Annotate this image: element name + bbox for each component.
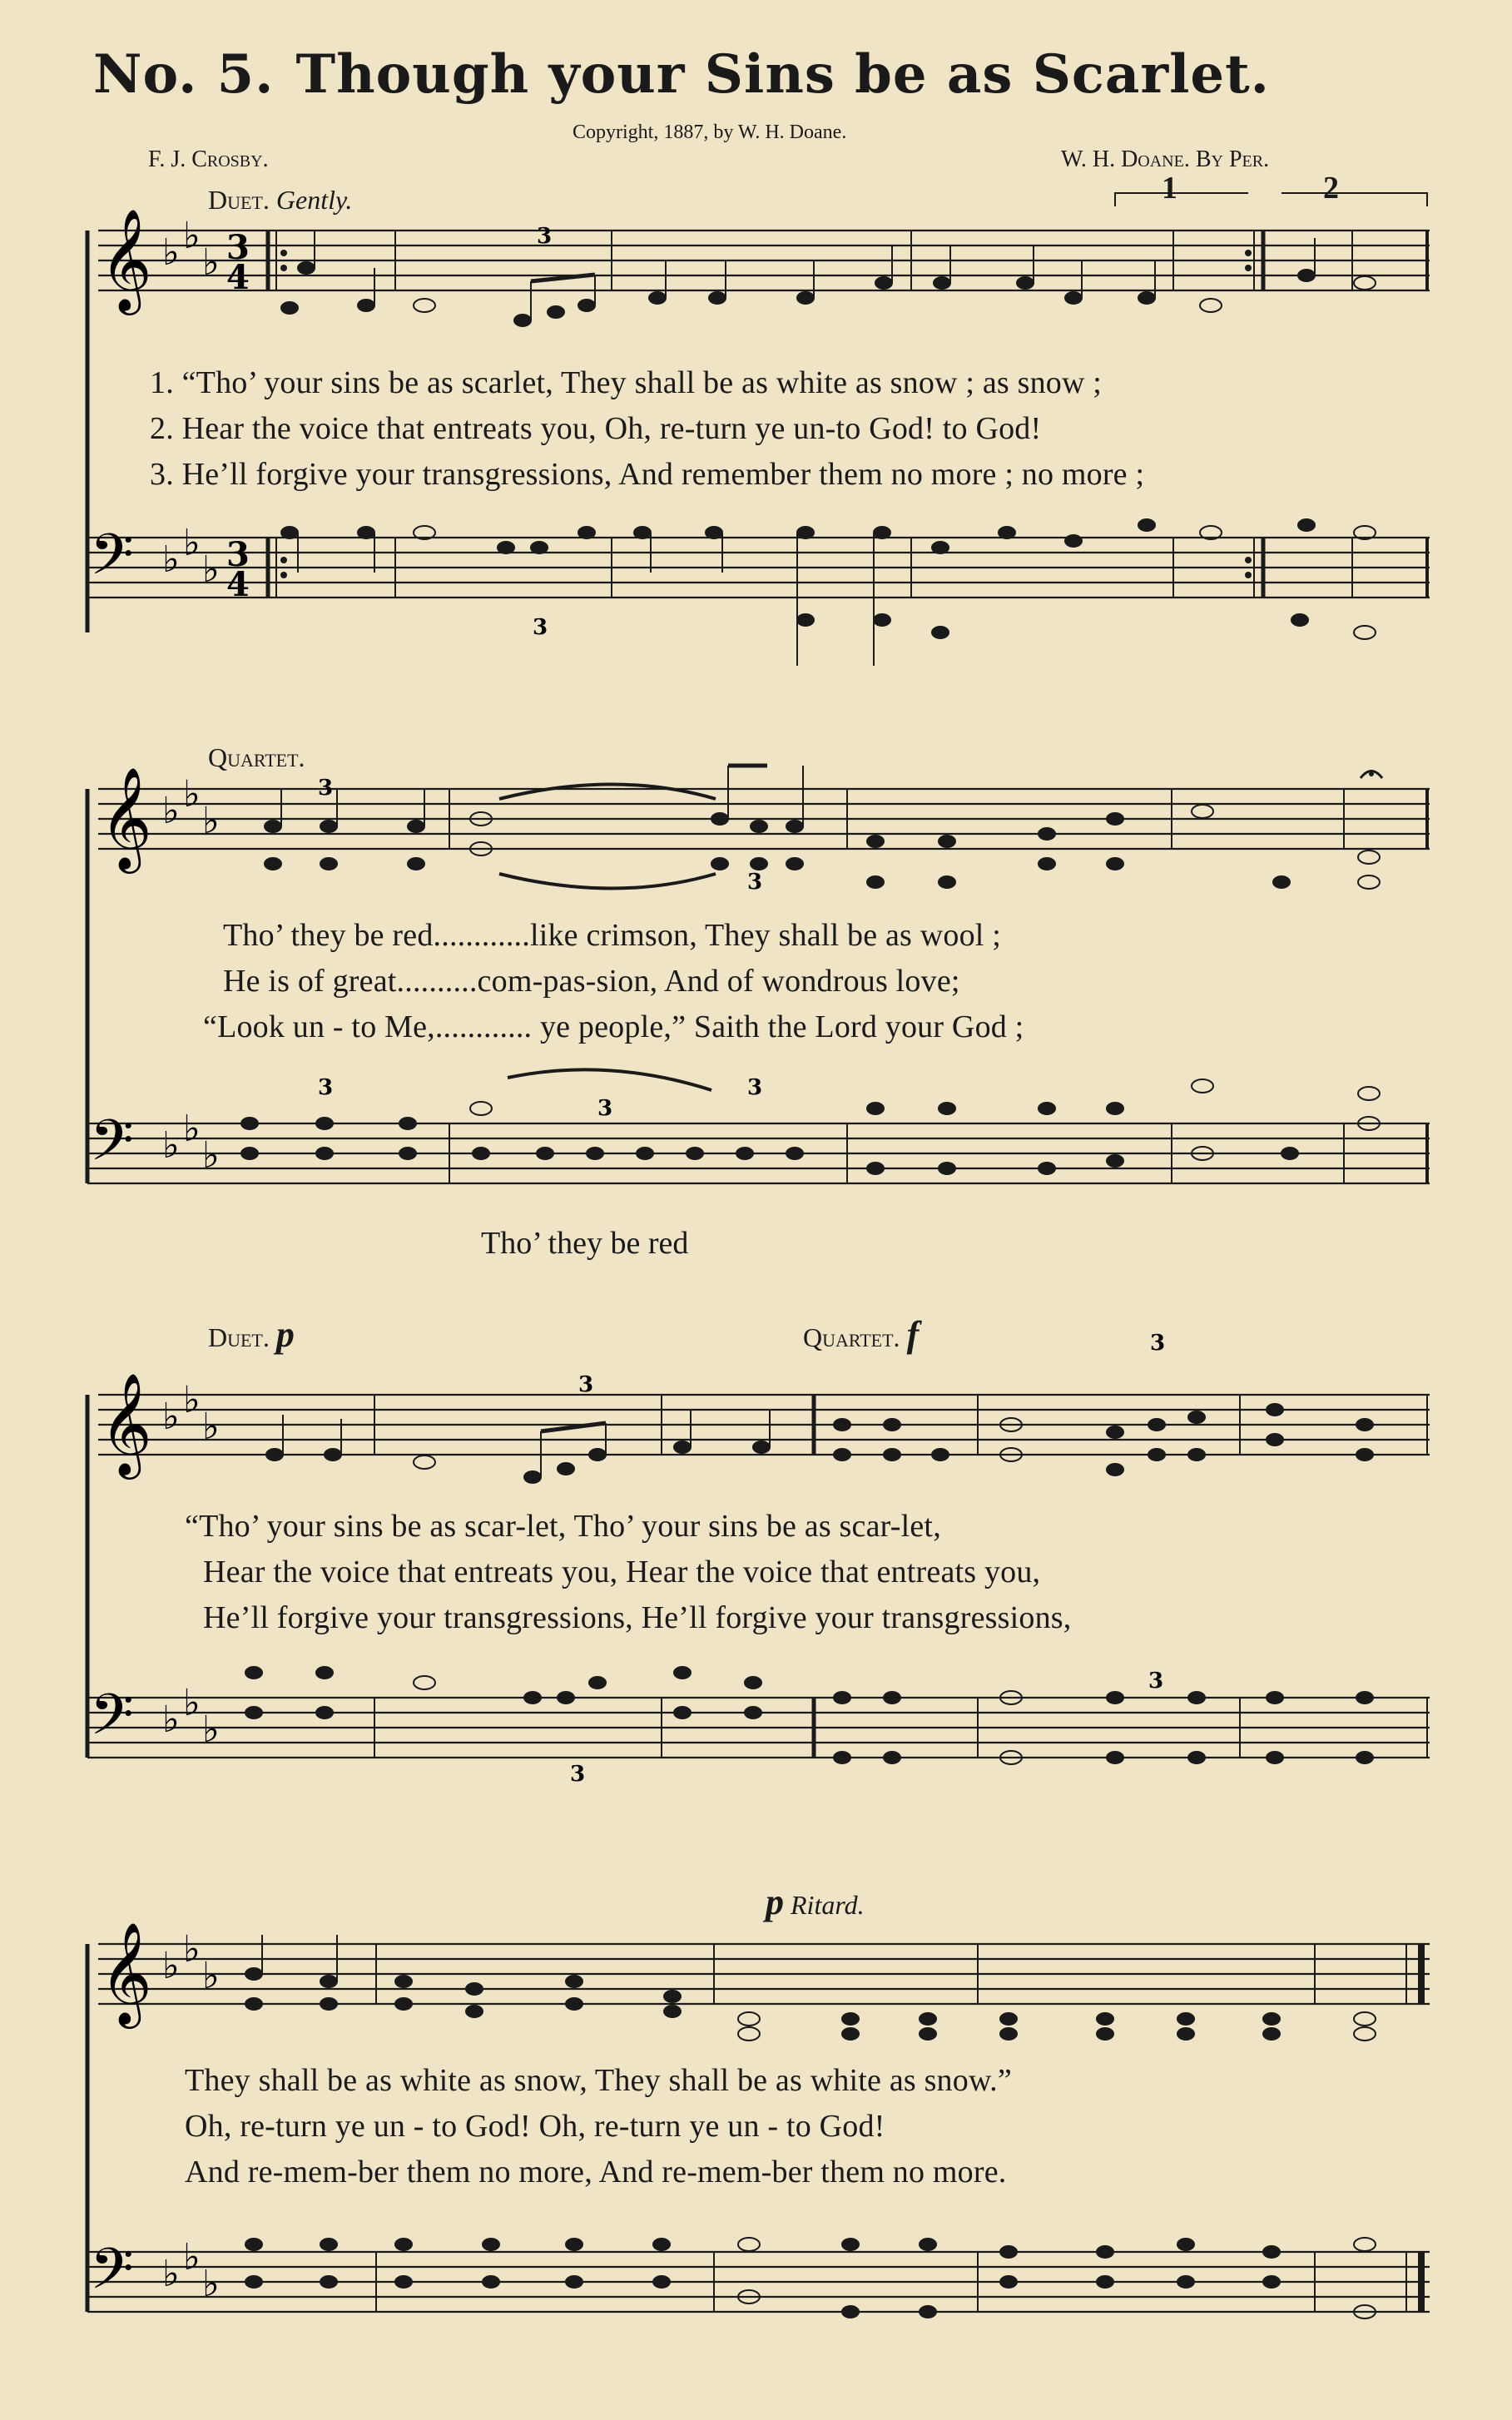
dynamic-piano: p	[766, 1882, 784, 1922]
system4-lyric-verse2: Oh, re-turn ye un - to God! Oh, re-turn ye un - to God!	[185, 2109, 885, 2144]
svg-text:𝄞: 𝄞	[100, 1922, 152, 2024]
dynamic-piano: p	[275, 1314, 295, 1355]
svg-text:3: 3	[318, 776, 334, 801]
svg-text:3: 3	[226, 535, 250, 574]
svg-text:𝄢: 𝄢	[90, 1108, 134, 1188]
svg-text:♭: ♭	[183, 215, 201, 257]
system2-lyric-verse1: Tho’ they be red............like crimson, They shall be as wool ;	[223, 918, 1002, 953]
duet-label: Duet.	[208, 185, 270, 215]
system1-lyric-verse2: 2. Hear the voice that entreats you, Oh, re-turn ye un-to God! to God!	[150, 411, 1042, 446]
system3-lyric-verse2: Hear the voice that entreats you, Hear the voice that entreats you,	[203, 1555, 1041, 1589]
system2-lyric-verse3: “Look un - to Me,............ ye people,” Saith the Lord your God ;	[203, 1009, 1024, 1044]
svg-text:♭: ♭	[202, 1708, 220, 1751]
system2-lyric-verse2: He is of great..........com-pas-sion, And of wondrous love;	[223, 964, 960, 999]
hymn-title-text: Though your Sins be as Scarlet.	[295, 43, 1270, 106]
svg-text:♭: ♭	[202, 1406, 220, 1448]
hymn-number: No. 5.	[93, 43, 275, 106]
svg-text:3: 3	[747, 1075, 763, 1100]
svg-text:𝄢: 𝄢	[90, 2237, 134, 2316]
svg-text:♭: ♭	[162, 1396, 180, 1438]
svg-text:♭: ♭	[183, 1379, 201, 1421]
system2-direction: Quartet.	[208, 742, 305, 772]
svg-text:♭: ♭	[183, 2236, 201, 2279]
svg-text:3: 3	[533, 615, 548, 640]
system3-lyric-verse3: He’ll forgive your transgressions, He’ll forgive your transgressions,	[203, 1600, 1072, 1635]
svg-text:3: 3	[318, 1075, 334, 1100]
svg-text:♭: ♭	[202, 2263, 220, 2305]
tempo-marking: Gently.	[275, 185, 353, 215]
second-ending-label: 2	[1323, 171, 1339, 206]
svg-text:3: 3	[1150, 1331, 1166, 1356]
svg-text:♭: ♭	[162, 2253, 180, 2295]
svg-text:♭: ♭	[162, 790, 180, 832]
svg-text:♭: ♭	[162, 1945, 180, 1987]
svg-text:3: 3	[226, 228, 250, 267]
svg-text:♭: ♭	[162, 231, 180, 274]
svg-text:3: 3	[597, 1096, 613, 1121]
svg-text:4: 4	[226, 258, 250, 297]
svg-text:3: 3	[570, 1762, 586, 1787]
svg-text:3: 3	[1148, 1669, 1164, 1694]
system1-lyric-verse1: 1. “Tho’ your sins be as scarlet, They shall be as white as snow ; as snow ;	[150, 365, 1103, 400]
svg-text:♭: ♭	[202, 1134, 220, 1177]
svg-text:𝄞: 𝄞	[100, 766, 152, 869]
svg-text:♭: ♭	[202, 1955, 220, 1997]
svg-text:3: 3	[537, 224, 553, 249]
svg-text:4: 4	[226, 565, 250, 604]
svg-text:♭: ♭	[183, 1108, 201, 1150]
dynamic-forte: f	[906, 1314, 920, 1355]
svg-text:♭: ♭	[183, 1928, 201, 1971]
svg-text:𝄢: 𝄢	[90, 1683, 134, 1762]
system3-lyric-verse1: “Tho’ your sins be as scar-let, Tho’ your sins be as scar-let,	[185, 1509, 941, 1544]
svg-text:𝄞: 𝄞	[100, 1372, 152, 1475]
svg-text:♭: ♭	[183, 522, 201, 564]
svg-text:♭: ♭	[183, 773, 201, 816]
copyright-notice: Copyright, 1887, by W. H. Doane.	[573, 121, 847, 143]
lyricist-credit: F. J. Crosby.	[148, 146, 269, 172]
svg-text:3: 3	[578, 1372, 594, 1397]
svg-text:♭: ♭	[202, 548, 220, 591]
svg-text:♭: ♭	[202, 241, 220, 284]
composer-credit: W. H. Doane. By Per.	[1061, 146, 1270, 172]
svg-text:𝄢: 𝄢	[90, 523, 134, 602]
svg-text:♭: ♭	[202, 800, 220, 842]
svg-text:♭: ♭	[162, 1698, 180, 1741]
duet-label: Duet.	[208, 1322, 270, 1352]
first-ending-label: 1	[1162, 171, 1177, 206]
system4-lyric-verse3: And re-mem-ber them no more, And re-mem-ber them no more.	[185, 2155, 1007, 2189]
svg-text:♭: ♭	[162, 1124, 180, 1167]
svg-text:♭: ♭	[183, 1682, 201, 1724]
svg-text:𝄞: 𝄞	[100, 208, 152, 310]
bass-cue-lyric: Tho’ they be red	[481, 1226, 689, 1261]
system4-staves	[0, 1914, 1512, 2380]
svg-text:3: 3	[747, 870, 763, 895]
system4-lyric-verse1: They shall be as white as snow, They shall be as white as snow.”	[185, 2063, 1012, 2098]
ritard-marking: Ritard.	[791, 1890, 865, 1920]
quartet-label: Quartet.	[803, 1322, 900, 1352]
svg-text:♭: ♭	[162, 538, 180, 581]
hymn-title	[93, 43, 1270, 106]
system1-lyric-verse3: 3. He’ll forgive your transgressions, And remember them no more ; no more ;	[150, 457, 1145, 492]
